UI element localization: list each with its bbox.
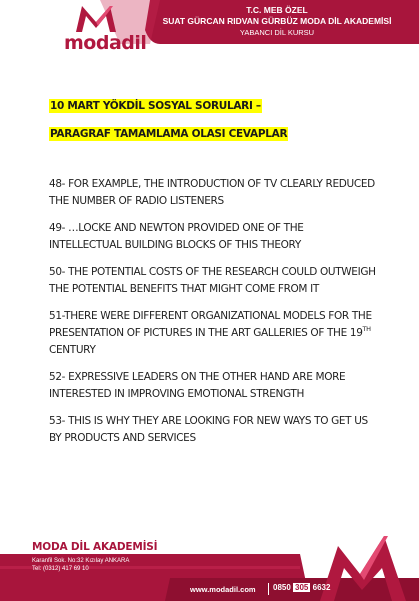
answer-52: 52- EXPRESSIVE LEADERS ON THE OTHER HAND ARE MORE INTERESTED IN IMPROVING EMOTIONAL STRENGTH [49,371,346,400]
header-line-2: SUAT GÜRCAN RIDVAN GÜRBÜZ MODA DİL AKADEMİSİ [162,16,392,26]
answer-49: 49- …LOCKE AND NEWTON PROVIDED ONE OF THE INTELLECTUAL BUILDING BLOCKS OF THIS THEORY [49,222,304,251]
footer-website-link[interactable]: www.modadil.com [190,585,256,594]
modadil-logo-icon [66,4,126,34]
header-institution-lines [147,5,407,38]
answer-51-text: 51-THERE WERE DIFFERENT ORGANIZATIONAL MODELS FOR THE PRESENTATION OF PICTURES IN THE ART GALLERIES OF THE 19 [49,310,372,339]
brand-logo-text [64,32,146,54]
answer-51-superscript: TH [362,325,371,333]
footer-phone[interactable] [273,583,330,592]
answer-51-tail: CENTURY [49,344,96,356]
document-body [49,96,379,457]
answers-list [49,176,379,447]
footer-divider [268,583,269,595]
phone-end: 6632 [312,583,331,592]
footer-address-line-2: Tel: (0312) 417 69 10 [32,566,89,572]
footer-academy-name: MODA DİL AKADEMİSİ [32,541,158,553]
header-line-3: YABANCI DİL KURSU [239,28,315,37]
phone-mid: 305 [295,583,309,592]
answer-50: 50- THE POTENTIAL COSTS OF THE RESEARCH COULD OUTWEIGH THE POTENTIAL BENEFITS THAT MIGHT COME FROM IT [49,266,376,295]
header-line-1: T.C. MEB ÖZEL [246,5,308,15]
brand-part-moda: moda [64,32,122,54]
answer-48: 48- FOR EXAMPLE, THE INTRODUCTION OF TV CLEARLY REDUCED THE NUMBER OF RADIO LISTENERS [49,178,375,207]
answer-53: 53- THIS IS WHY THEY ARE LOOKING FOR NEW WAYS TO GET US BY PRODUCTS AND SERVICES [49,415,368,444]
answer-51 [49,308,379,359]
title-line-2 [49,124,379,140]
phone-prefix: 0850 [273,583,291,592]
document-title-2: PARAGRAF TAMAMLAMA OLASI CEVAPLAR [50,128,288,140]
title-line-1 [49,96,379,112]
footer-address [32,557,129,573]
page-header [0,0,419,56]
brand-part-dil: dil [121,32,147,54]
footer-address-line-1: Karanfil Sok. No:32 Kızılay ANKARA [32,558,130,564]
document-title-1: 10 MART YÖKDİL SOSYAL SORULARI – [50,100,261,112]
